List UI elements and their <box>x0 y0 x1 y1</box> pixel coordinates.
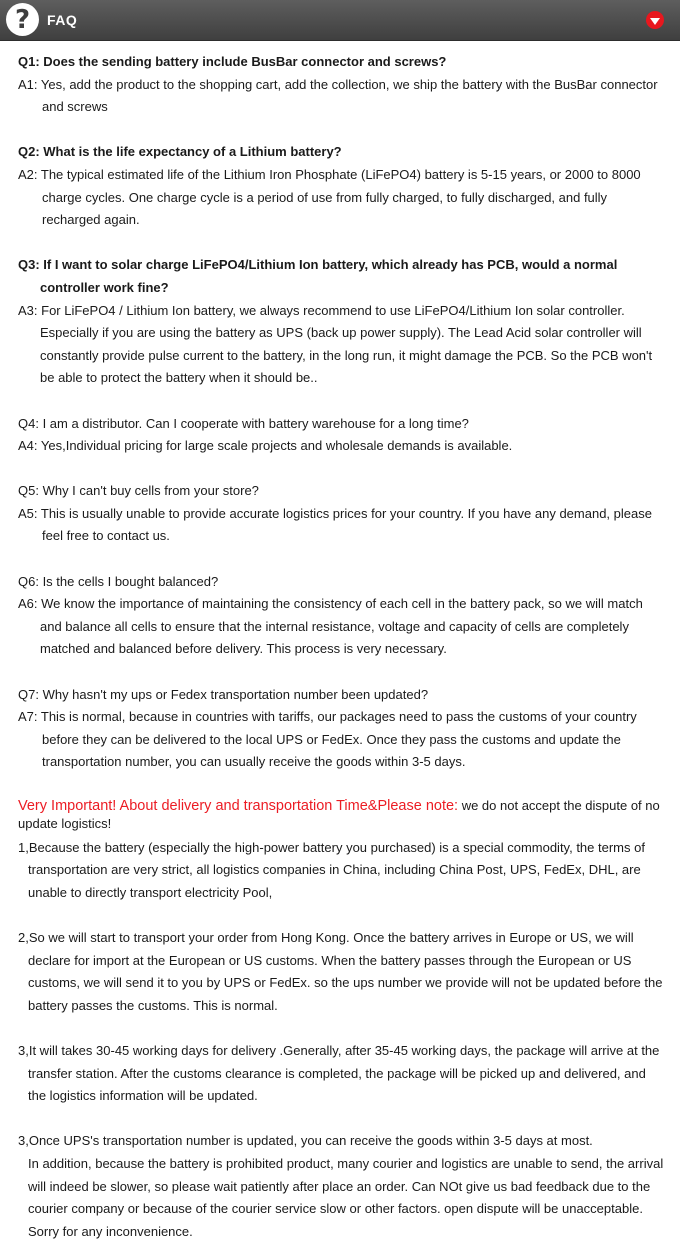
faq-item-5 <box>18 480 664 548</box>
delivery-notice <box>18 791 664 833</box>
faq-answer: A6: We know the importance of maintaining the consistency of each cell in the battery pack, so we will match and balance all cells to ensure that the internal resistance, voltage and capacity of cells are completely matched and balanced before delivery. This process is very necessary. <box>18 596 643 657</box>
notice-important: Very Important! About delivery and transportation Time&Please note: <box>18 797 459 814</box>
faq-item-4 <box>18 413 664 458</box>
faq-question: Q2: What is the life expectancy of a Lithium battery? <box>18 144 342 160</box>
delivery-paragraph-1: 1,Because the battery (especially the high-power battery you purchased) is a special commodity, the terms of transportation are very strict, all logistics companies in China, including China Post, UPS, FedEx, DHL, are unable to directly transport electricity Pool, <box>18 839 645 900</box>
faq-answer: A2: The typical estimated life of the Lithium Iron Phosphate (LiFePO4) battery is 5-15 years, or 2000 to 8000 charge cycles. One charge cycle is a period of use from fully charged, to fully discharged, and fully recharged again. <box>18 166 641 228</box>
delivery-paragraph-4 <box>18 1130 664 1243</box>
faq-title: FAQ <box>47 12 78 28</box>
delivery-paragraph-4-extra: In addition, because the battery is prohibited product, many courier and logistics are unable to send, the arrival will indeed be slower, so please wait patiently after place an order. Can NOt give us bad feedback due to the courier company or because of the courier service slow or other factors. open dispute will be unacceptable. Sorry for any inconvenience. <box>28 1155 664 1239</box>
delivery-paragraph-3: 3,It will takes 30-45 working days for delivery .Generally, after 35-45 working days, the package will arrive at the transfer station. After the customs clearance is completed, the package will be picked up and delivered, and the logistics information will be updated. <box>18 1042 660 1104</box>
faq-question: Q5: Why I can't buy cells from your store? <box>18 483 259 499</box>
faq-question: Q7: Why hasn't my ups or Fedex transportation number been updated? <box>18 686 429 702</box>
faq-answer: A7: This is normal, because in countries with tariffs, our packages need to pass the customs of your country before they can be delivered to the local UPS or FedEx. Once they pass the customs and update the transportation number, you can usually receive the goods within 3-5 days. <box>18 709 637 770</box>
delivery-paragraph-2: 2,So we will start to transport your order from Hong Kong. Once the battery arrives in Europe or US, we will declare for import at the European or US customs. When the battery passes through the European or US customs, we will send it to you by UPS or FedEx. so the ups number we provide will not be updated before the battery passes the customs. This is normal. <box>18 929 663 1013</box>
faq-question: Q3: If I want to solar charge LiFePO4/Lithium Ion battery, which already has PCB, would a normal controller work fine? <box>18 257 618 295</box>
faq-question: Q6: Is the cells I bought balanced? <box>18 573 219 589</box>
faq-answer: A5: This is usually unable to provide accurate logistics prices for your country. If you have any demand, please feel free to contact us. <box>18 505 652 544</box>
faq-item-3 <box>18 254 664 390</box>
question-mark-icon: ? <box>6 3 39 36</box>
faq-answer: A1: Yes, add the product to the shopping cart, add the collection, we ship the battery with the BusBar connector and screws <box>18 76 658 115</box>
faq-item-2 <box>18 141 664 231</box>
chevron-down-icon[interactable] <box>646 11 664 29</box>
notice-text <box>18 791 664 833</box>
faq-content <box>0 41 680 1243</box>
faq-item-1 <box>18 51 664 119</box>
delivery-paragraph-4-lead: 3,Once UPS's transportation number is updated, you can receive the goods within 3-5 days at most. <box>18 1133 593 1149</box>
notice-note: we do not accept the dispute of no update logistics! <box>18 797 660 831</box>
faq-item-7 <box>18 684 664 774</box>
faq-answer: A4: Yes,Individual pricing for large scale projects and wholesale demands is available. <box>18 438 513 454</box>
faq-item-6 <box>18 571 664 661</box>
faq-header[interactable] <box>0 0 680 41</box>
faq-answer: A3: For LiFePO4 / Lithium Ion battery, we always recommend to use LiFePO4/Lithium Ion solar controller. Especially if you are using the battery as UPS (back up power supply). The Lead Acid solar controller will constantly provide pulse current to the battery, in the long run, it might damage the PCB. So the PCB won't be able to protect the battery when it should be.. <box>18 302 653 386</box>
faq-question: Q1: Does the sending battery include BusBar connector and screws? <box>18 54 447 69</box>
faq-question: Q4: I am a distributor. Can I cooperate with battery warehouse for a long time? <box>18 415 469 431</box>
